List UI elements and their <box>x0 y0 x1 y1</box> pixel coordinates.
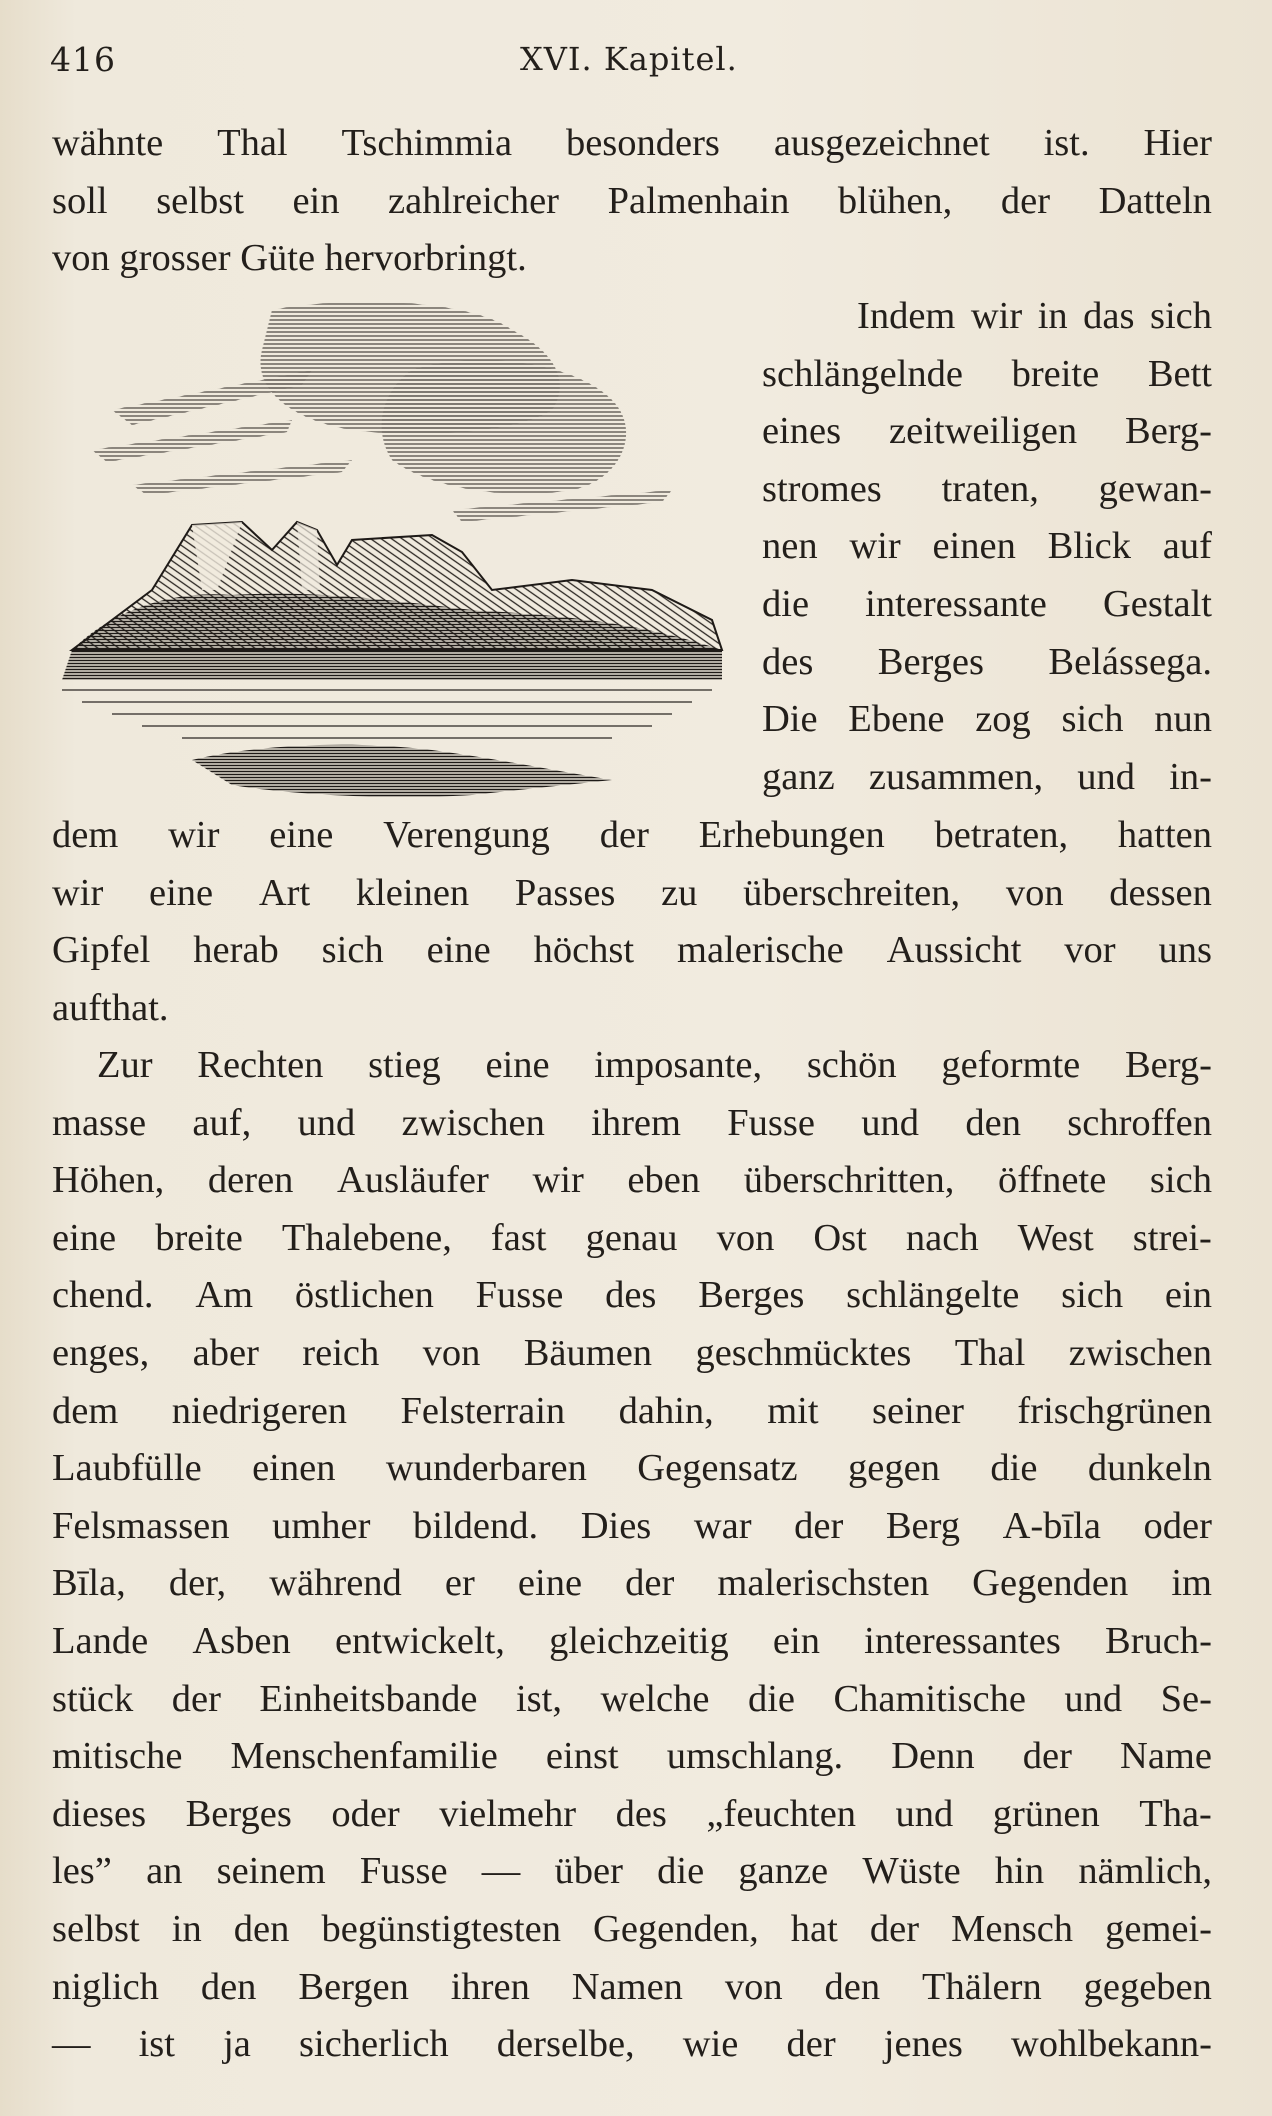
text-line <box>52 230 1212 288</box>
text-line: stück der Einheitsbande ist, welche die Chamitische und Se- <box>52 1677 1212 1720</box>
paragraph-2-continuation <box>52 807 1212 1037</box>
line-text: aufthat. <box>52 986 169 1029</box>
text-line: chend. Am östlichen Fusse des Berges schlängelte sich ein <box>52 1274 1212 1317</box>
paragraph-1 <box>52 115 1212 288</box>
text-line: schlängelnde breite Bett <box>762 352 1212 395</box>
text-line: selbst in den begünstigtesten Gegenden, hat der Mensch gemei- <box>52 1907 1212 1950</box>
line-text: von grosser Güte hervorbringt. <box>52 237 527 280</box>
text-line <box>52 980 1212 1038</box>
text-line: stromes traten, gewan- <box>762 467 1212 510</box>
paragraph-3 <box>52 1037 1212 2074</box>
text-line: Bīla, der, während er eine der malerischsten Gegenden im <box>52 1562 1212 1605</box>
text-line: des Berges Belássega. <box>762 640 1212 683</box>
running-head: XVI. Kapitel. <box>520 40 738 78</box>
text-line: enges, aber reich von Bäumen geschmücktes Thal zwischen <box>52 1331 1212 1374</box>
text-line: nen wir einen Blick auf <box>762 525 1212 568</box>
text-line: wähnte Thal Tschimmia besonders ausgezeichnet ist. Hier <box>52 122 1212 164</box>
text-line: wir eine Art kleinen Passes zu überschreiten, von dessen <box>52 871 1212 914</box>
text-line: Lande Asben entwickelt, gleichzeitig ein interessantes Bruch- <box>52 1619 1212 1662</box>
text-line: soll selbst ein zahlreicher Palmenhain blühen, der Datteln <box>52 179 1212 222</box>
text-line: Laubfülle einen wunderbaren Gegensatz gegen die dunkeln <box>52 1447 1212 1490</box>
text-line: dem niedrigeren Felsterrain dahin, mit seiner frischgrünen <box>52 1389 1212 1432</box>
text-line: — ist ja sicherlich derselbe, wie der jenes wohlbekann- <box>52 2023 1212 2066</box>
text-line: eine breite Thalebene, fast genau von Ost nach West strei- <box>52 1216 1212 1259</box>
text-line: Gipfel herab sich eine höchst malerische Aussicht vor uns <box>52 929 1212 972</box>
text-line: les” an seinem Fusse — über die ganze Wüste hin nämlich, <box>52 1850 1212 1893</box>
page-number: 416 <box>50 40 116 79</box>
text-line: masse auf, und zwischen ihrem Fusse und den schroffen <box>52 1101 1212 1144</box>
page-header <box>50 40 1212 80</box>
text-line: die interessante Gestalt <box>762 582 1212 625</box>
text-line: eines zeitweiligen Berg- <box>762 410 1212 453</box>
text-line: ganz zusammen, und in- <box>762 755 1212 798</box>
text-line: Indem wir in das sich <box>857 295 1212 337</box>
text-line: Felsmassen umher bildend. Dies war der Berg A-bīla oder <box>52 1504 1212 1547</box>
text-line: dem wir eine Verengung der Erhebungen betraten, hatten <box>52 814 1212 856</box>
text-line: dieses Berges oder vielmehr des „feuchten und grünen Tha- <box>52 1792 1212 1835</box>
text-line: Zur Rechten stieg eine imposante, schön geformte Berg- <box>97 1044 1212 1086</box>
text-line: Die Ebene zog sich nun <box>762 698 1212 741</box>
text-line: niglich den Bergen ihren Namen von den Thälern gegeben <box>52 1965 1212 2008</box>
text-line: mitische Menschenfamilie einst umschlang. Denn der Name <box>52 1735 1212 1778</box>
text-line: Höhen, deren Ausläufer wir eben überschritten, öffnete sich <box>52 1159 1212 1202</box>
paragraph-2-wrapped <box>52 288 1212 806</box>
